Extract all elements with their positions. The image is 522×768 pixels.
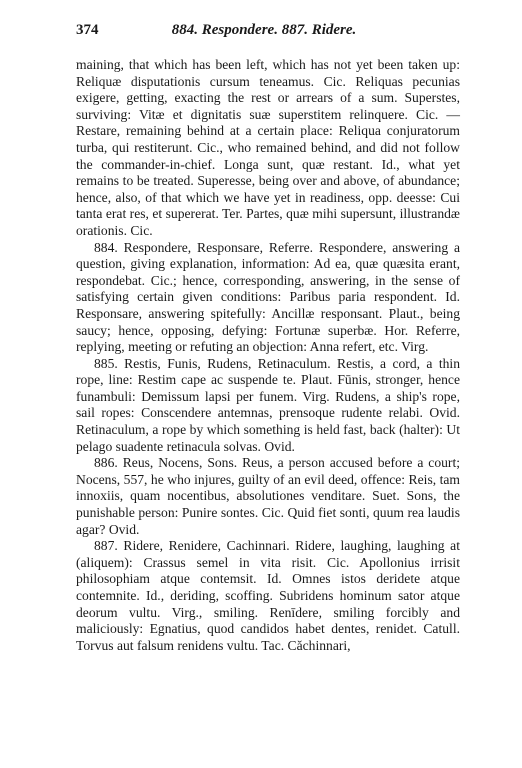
entry-884-respondere: 884. Respondere, Responsare, Referre. Respondere, answering a question, giving explanation, information: Ad ea, quæ quæsita erant, respondebat. Cic.; hence, corresponding, answering, in the sense of satisfying certain given conditions: Paribus paria respondent. Id. Responsare, answering spitefully: Ancillæ responsant. Plaut., being saucy; hence, opposing, defying: Fortunæ superbæ. Hor. Referre, replying, meeting or refuting an objection: Anna refert, etc. Virg. <box>76 239 460 355</box>
entry-885-restis: 885. Restis, Funis, Rudens, Retinaculum. Restis, a cord, a thin rope, line: Restim cape ac suspende te. Plaut. Fūnis, stronger, hence funambuli: Demissum lapsi per funem. Virg. Rudens, a ship's rope, sail ropes: Conscendere antemnas, prensoque rudente relabi. Ovid. Retinaculum, a rope by which something is held fast, back (halter): Ut pelago suadente retinacula solvas. Ovid. <box>76 355 460 454</box>
entry-886-reus: 886. Reus, Nocens, Sons. Reus, a person accused before a court; Nocens, 557, he who injures, guilty of an evil deed, offence: Reis, tam innoxiis, quam nocentibus, absolutiones venditare. Suet. Sons, the punishable person: Punire sontes. Cic. Quid fiet sonti, quum rea laudis agar? Ovid. <box>76 455 460 537</box>
entry-887-ridere: 887. Ridere, Renidere, Cachinnari. Ridere, laughing, laughing at (aliquem): Crassus semel in vita risit. Cic. Apollonius irrisit philosophiam atque contemsit. Id. Omnes istos deridete atque contemnite. Id., deriding, scoffing. Subridens hominum sator atque deorum vultu. Virg., smiling. Renīdere, smiling forcibly and maliciously: Egnatius, quod candidos habet dentes, renidet. Catull. Torvus aut falsum renidens vultu. Tac. Căchinnari, <box>76 538 460 653</box>
running-title: 884. Respondere. 887. Ridere. <box>171 22 357 38</box>
page-header <box>70 22 458 44</box>
paragraph-continuation: maining, that which has been left, which has not yet been taken up: Reliquæ disputationis cursum teneamus. Cic. Reliquas pecunias exigere, getting, exacting the rest or arrears of a sum. Superstes, surviving: Vitæ et dignitatis suæ superstitem relinquere. Cic. — Restare, remaining behind at a certain place: Reliqua conjuratorum turba, qui restiterunt. Cic., who remained behind, and did not follow the commander-in-chief. Longa sunt, quæ restant. Id., what yet remains to be treated. Superesse, being over and above, of abundance; hence, also, of that which we have yet in readiness, opp. deesse: Cui tanta erat res, et supererat. Ter. Partes, quæ mihi supersunt, illustrandæ orationis. Cic. <box>76 57 460 238</box>
page-number: 374 <box>76 22 99 38</box>
page-body <box>76 57 460 654</box>
